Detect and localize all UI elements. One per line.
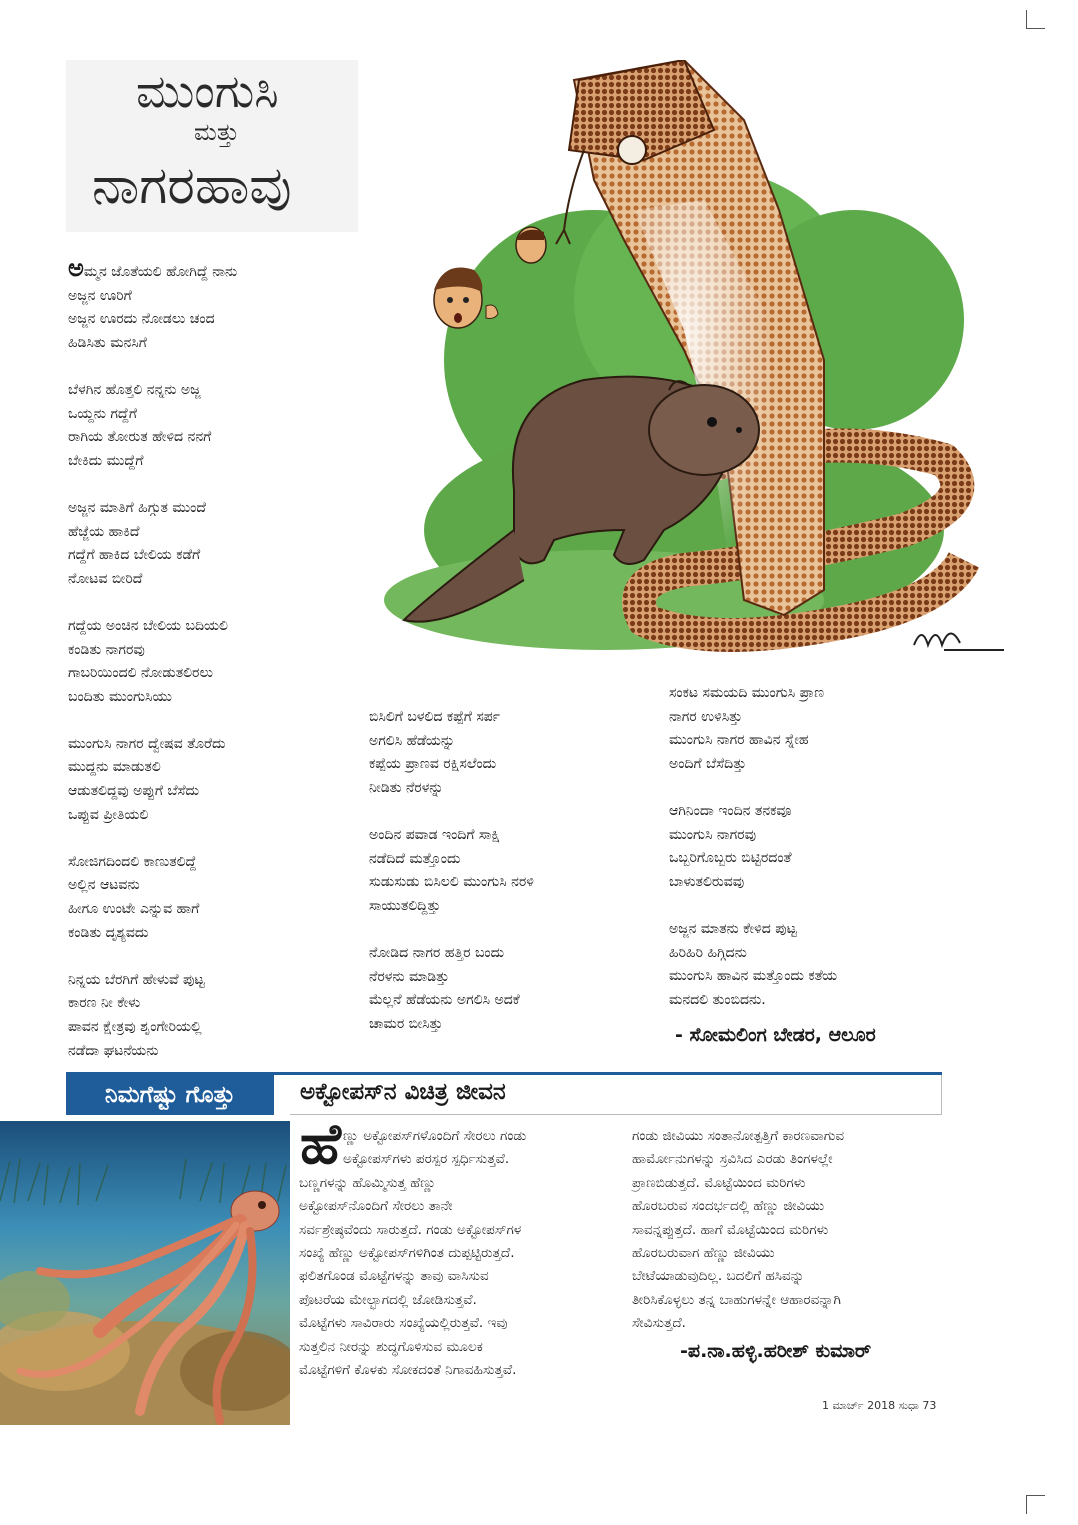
article-line: ಗಂಡು ಜೀವಿಯು ಸಂತಾನೋತ್ಪತ್ತಿಗೆ ಕಾರಣವಾಗುವ: [632, 1128, 845, 1144]
poem-line: ಗದ್ದೆಯ ಅಂಚಿನ ಬೇಲಿಯ ಬದಿಯಲಿ: [68, 617, 228, 634]
poem-line: ಬಾಳುತಲಿರುವವು: [669, 873, 745, 890]
poem-line: ಮುಂಗುಸಿ ನಾಗರ ಹಾವಿನ ಸ್ನೇಹ: [669, 732, 809, 749]
poem-line: ಅಂದಿಗೆ ಬೆಸೆದಿತ್ತು: [669, 755, 747, 772]
poem-title-line-2: ಮತ್ತು: [194, 118, 240, 146]
poem-line: ನಡೆದಾ ಘಟನೆಯನು: [68, 1042, 159, 1059]
poem-line: ಅಜ್ಜನ ಮಾತಿಗೆ ಹಿಗ್ಗುತ ಮುಂದೆ: [68, 499, 206, 516]
article-line: ಅಕ್ಟೋಪಸ್‌ನೊಂದಿಗೆ ಸೇರಲು ತಾನೇ: [299, 1198, 453, 1215]
article-line: ಹಾರ್ಮೋನುಗಳನ್ನು ಸ್ರವಿಸಿದ ಎರಡು ತಿಂಗಳಲ್ಲೇ: [632, 1151, 833, 1168]
poem-drop-cap: ಅ: [68, 254, 84, 282]
article-line: ಬೇಟೆಯಾಡುವುದಿಲ್ಲ. ಬದಲಿಗೆ ಹಸಿವನ್ನು: [632, 1268, 805, 1285]
poem-line: ಅಗಲಿಸಿ ಹೆಡೆಯನ್ನು: [369, 732, 456, 749]
poem-line: ಒಪ್ಪುವ ಪ್ರೀತಿಯಲಿ: [68, 806, 149, 823]
article-line: ಸಾವನ್ನಪ್ಪುತ್ತದೆ. ಹಾಗೆ ಮೊಟ್ಟೆಯಿಂದ ಮರಿಗಳು: [632, 1221, 829, 1238]
article-line: ಪೊಟರೆಯ ಮೇಲ್ಭಾಗದಲ್ಲಿ ಜೋಡಿಸುತ್ತವೆ.: [299, 1291, 477, 1308]
poem-line: ನಾಗರ ಉಳಿಸಿತ್ತು: [669, 708, 743, 725]
poem-line: ಅಜ್ಜನ ಊರಿಗೆ: [68, 287, 132, 304]
article-title: ಅಕ್ಟೋಪಸ್‌ನ ವಿಚಿತ್ರ ಜೀವನ: [300, 1079, 506, 1105]
poem-line: ನಡೆದಿದೆ ಮತ್ತೊಂದು: [369, 850, 461, 867]
cobra-mongoose-illustration: [384, 60, 1028, 672]
poem-line: ಕಾರಣ ನೀ ಕೇಳು: [68, 995, 141, 1012]
article-line: ಪ್ರಾಣಬಿಡುತ್ತದೆ. ಮೊಟ್ಟೆಯಿಂದ ಮರಿಗಳು: [632, 1174, 806, 1191]
article-line: ಸರ್ವಶ್ರೇಷ್ಠವೆಂದು ಸಾರುತ್ತದೆ. ಗಂಡು ಅಕ್ಟೋಪಸ್‌ಗಳ: [299, 1221, 522, 1238]
poem-line: ಹೀಗೂ ಉಂಟೇ ಎನ್ನುವ ಹಾಗೆ: [68, 901, 200, 918]
poem-column-3: [669, 682, 837, 1012]
octopus-photo: [0, 1121, 290, 1425]
poem-line: ಮುಂಗುಸಿ ನಾಗರ ದ್ವೇಷವ ತೊರೆದು: [68, 735, 226, 752]
poem-line: ಕಂಡಿತು ನಾಗರವು: [68, 641, 145, 658]
poem-line: ಆಗಿನಿಂದಾ ಇಂದಿನ ತನಕವೂ: [669, 802, 792, 819]
crop-mark-top-right: [1026, 10, 1045, 29]
poem-line: ಪಾವನ ಕ್ಷೇತ್ರವು ಶೃಂಗೇರಿಯಲ್ಲಿ: [68, 1019, 202, 1035]
poem-line: ಸಾಯುತಲಿದ್ದಿತ್ತು: [369, 897, 441, 914]
poem-line: ನೀಡಿತು ನೆರಳನ್ನು: [369, 779, 444, 796]
article-line: ಹೊರಬರುವಾಗ ಹೆಣ್ಣು ಜೀವಿಯು: [632, 1245, 775, 1262]
article-line: ಫಲಿತಗೊಂಡ ಮೊಟ್ಟೆಗಳನ್ನು ತಾವು ವಾಸಿಸುವ: [299, 1268, 489, 1285]
poem-line: ಅಜ್ಜನ ಊರದು ನೋಡಲು ಚಂದ: [68, 311, 215, 328]
poem-line: ನೋಡಿದ ನಾಗರ ಹತ್ತಿರ ಬಂದು: [369, 944, 505, 961]
poem-line: [68, 355, 237, 379]
article-column-2: [632, 1125, 844, 1336]
article-line: ಮೊಟ್ಟೆಗಳು ಸಾವಿರಾರು ಸಂಖ್ಯೆಯಲ್ಲಿರುತ್ತವೆ. ಇವು: [299, 1315, 508, 1332]
poem-line: ಬಂದಿತು ಮುಂಗುಸಿಯು: [68, 688, 172, 705]
page-folio: 1 ಮಾರ್ಚ್ 2018 ಸುಧಾ 73: [822, 1399, 937, 1412]
poem-line: [68, 473, 237, 497]
poem-line: ಮನದಲಿ ತುಂಬಿದನು.: [669, 991, 766, 1008]
poem-line: ರಾಗಿಯ ತೋರುತ ಹೇಳಿದ ನನಗೆ: [68, 429, 212, 446]
article-line: ಹೊರಬರುವ ಸಂದರ್ಭದಲ್ಲಿ ಹೆಣ್ಣು ಜೀವಿಯು: [632, 1198, 825, 1215]
poem-line: ಕಂಡಿತು ದೃಶ್ಯವದು: [68, 924, 149, 941]
poem-line: ಬೆಳಗಿನ ಹೊತ್ತಲಿ ನನ್ನನು ಅಜ್ಜ: [68, 381, 201, 398]
poem-line: [369, 800, 534, 824]
poem-line: [68, 709, 237, 733]
poem-line: ಹೆಜ್ಜೆಯ ಹಾಕಿದೆ: [68, 523, 140, 540]
poem-line: ನಿನ್ನಯ ಬೆರಗಿಗೆ ಹೇಳುವೆ ಪುಟ್ಟ: [68, 971, 205, 988]
poem-line: [68, 591, 237, 615]
poem-line: ಬಿಸಿಲಿಗೆ ಬಳಲಿದ ಕಪ್ಪೆಗೆ ಸರ್ಪ: [369, 709, 500, 725]
article-line: ಮೊಟ್ಟೆಗಳಿಗೆ ಕೊಳಕು ಸೋಕದಂತೆ ನಿಗಾವಹಿಸುತ್ತವೆ.: [299, 1362, 517, 1379]
article-line: ಣ್ಣು ಅಕ್ಟೋಪಸ್‌ಗಳೊಂದಿಗೆ ಸೇರಲು ಗಂಡು: [343, 1128, 527, 1144]
poem-line: ಗದ್ದೆಗೆ ಹಾಕಿದ ಬೇಲಿಯ ಕಡೆಗೆ: [68, 547, 201, 564]
artist-signature: [914, 633, 1004, 650]
poem-line: ಚಾಮರ ಬೀಸಿತ್ತು: [369, 1015, 443, 1032]
poem-line: ಮುಂಗುಸಿ ನಾಗರವು: [669, 826, 756, 843]
poem-line: ಅಜ್ಜನ ಮಾತನು ಕೇಳಿದ ಪುಟ್ಟ: [669, 920, 797, 937]
poem-line: ಹಿರಿಹಿರಿ ಹಿಗ್ಗಿದನು: [669, 944, 747, 961]
poem-line: ಮೆಲ್ಲನೆ ಹೆಡೆಯನು ಅಗಲಿಸಿ ಅದಕೆ: [369, 992, 520, 1009]
poem-line: [68, 827, 237, 851]
poem-line: [669, 894, 837, 918]
poem-line: ಕಪ್ಪೆಯ ಪ್ರಾಣವ ರಕ್ಷಿಸಲೆಂದು: [369, 756, 497, 773]
article-author: -ಪ.ನಾ.ಹಳ್ಳಿ.ಹರೀಶ್ ಕುಮಾರ್: [680, 1340, 872, 1362]
poem-line: ಅಂದಿನ ಪವಾಡ ಇಂದಿಗೆ ಸಾಕ್ಷಿ: [369, 826, 501, 843]
poem-line: ಗಾಬರಿಯಿಂದಲಿ ನೋಡುತಲಿರಲು: [68, 665, 213, 682]
poem-line: ಒಬ್ಬರಿಗೊಬ್ಬರು ಬಿಟ್ಟಿರದಂತೆ: [669, 850, 792, 867]
poem-line: ಸುಡುಸುಡು ಬಿಸಿಲಲಿ ಮುಂಗುಸಿ ನರಳಿ: [369, 874, 534, 891]
poem-line: [669, 776, 837, 800]
article-drop-cap: ಹೆ: [300, 1111, 342, 1177]
poem-line: ಹಿಡಿಸಿತು ಮನಸಿಗೆ: [68, 334, 147, 351]
crop-mark-bottom-right: [1026, 1495, 1045, 1514]
article-line: ಸುತ್ತಲಿನ ನೀರನ್ನು ಶುದ್ಧಗೊಳಿಸುವ ಮೂಲಕ: [299, 1338, 483, 1355]
poem-title-line-1: ಮುಂಗುಸಿ: [136, 64, 279, 118]
poem-line: ನೋಟವ ಬೀರಿದೆ: [68, 570, 143, 587]
poem-line: ಮುಂಗುಸಿ ಹಾವಿನ ಮತ್ತೊಂದು ಕತೆಯ: [669, 968, 838, 985]
poem-line: ನೆರಳನು ಮಾಡಿತ್ತು: [369, 968, 450, 985]
poem-line: ಸೋಜಿಗದಿಂದಲಿ ಕಾಣುತಲಿದ್ದೆ: [68, 853, 197, 870]
article-line: ತೀರಿಸಿಕೊಳ್ಳಲು ತನ್ನ ಬಾಹುಗಳನ್ನೇ ಆಹಾರವನ್ನಾಗಿ: [632, 1291, 841, 1308]
poem-title-block: [66, 60, 358, 232]
poem-line: ಬೇಕಿದು ಮುದ್ದೆಗೆ: [68, 452, 144, 469]
article-line: ಸೇವಿಸುತ್ತದೆ.: [632, 1315, 686, 1332]
section-label-badge: ನಿಮಗೆಷ್ಟು ಗೊತ್ತು: [66, 1075, 274, 1115]
poem-line: ಅಲ್ಲಿನ ಆಟವನು: [68, 877, 140, 894]
poem-line: ಒಯ್ದನು ಗದ್ದೆಗೆ: [68, 405, 137, 422]
article-line: ಸಂಖ್ಯೆ ಹೆಣ್ಣು ಅಕ್ಟೋಪಸ್‌ಗಳಿಗಿಂತ ದುಪ್ಪಟ್ಟಿರುತ್ತದೆ.: [299, 1245, 515, 1262]
poem-first-line: ಅಮ್ಮನ ಜೊತೆಯಲಿ ಹೋಗಿದ್ದೆ ನಾನು: [68, 254, 238, 282]
article-column-1: [299, 1125, 526, 1382]
poem-line: ಸಂಕಟ ಸಮಯದಿ ಮುಂಗುಸಿ ಪ್ರಾಣ: [669, 685, 825, 701]
poem-column-2: [369, 706, 534, 1036]
poem-line: [68, 945, 237, 969]
cobra-eye: [618, 136, 646, 164]
poem-line: [369, 918, 534, 942]
poem-title-line-3: ನಾಗರಹಾವು: [92, 156, 292, 216]
poem-line: ಮುದ್ದನು ಮಾಡುತಲಿ: [68, 759, 161, 776]
poem-column-1: [68, 254, 238, 1063]
article-line: ಅಕ್ಟೋಪಸ್‌ಗಳು ಪರಸ್ಪರ ಸ್ಪರ್ಧಿಸುತ್ತವೆ.: [343, 1151, 510, 1168]
poem-line: ಆಡುತಲಿದ್ದವು ಅಪ್ಪುಗೆ ಬೆಸೆದು: [68, 783, 200, 800]
article-line: ಬಣ್ಣಗಳನ್ನು ಹೊಮ್ಮಿಸುತ್ತ ಹೆಣ್ಣು: [299, 1174, 437, 1191]
poem-author: - ಸೋಮಲಿಂಗ ಬೇಡರ, ಆಲೂರ: [675, 1024, 876, 1046]
